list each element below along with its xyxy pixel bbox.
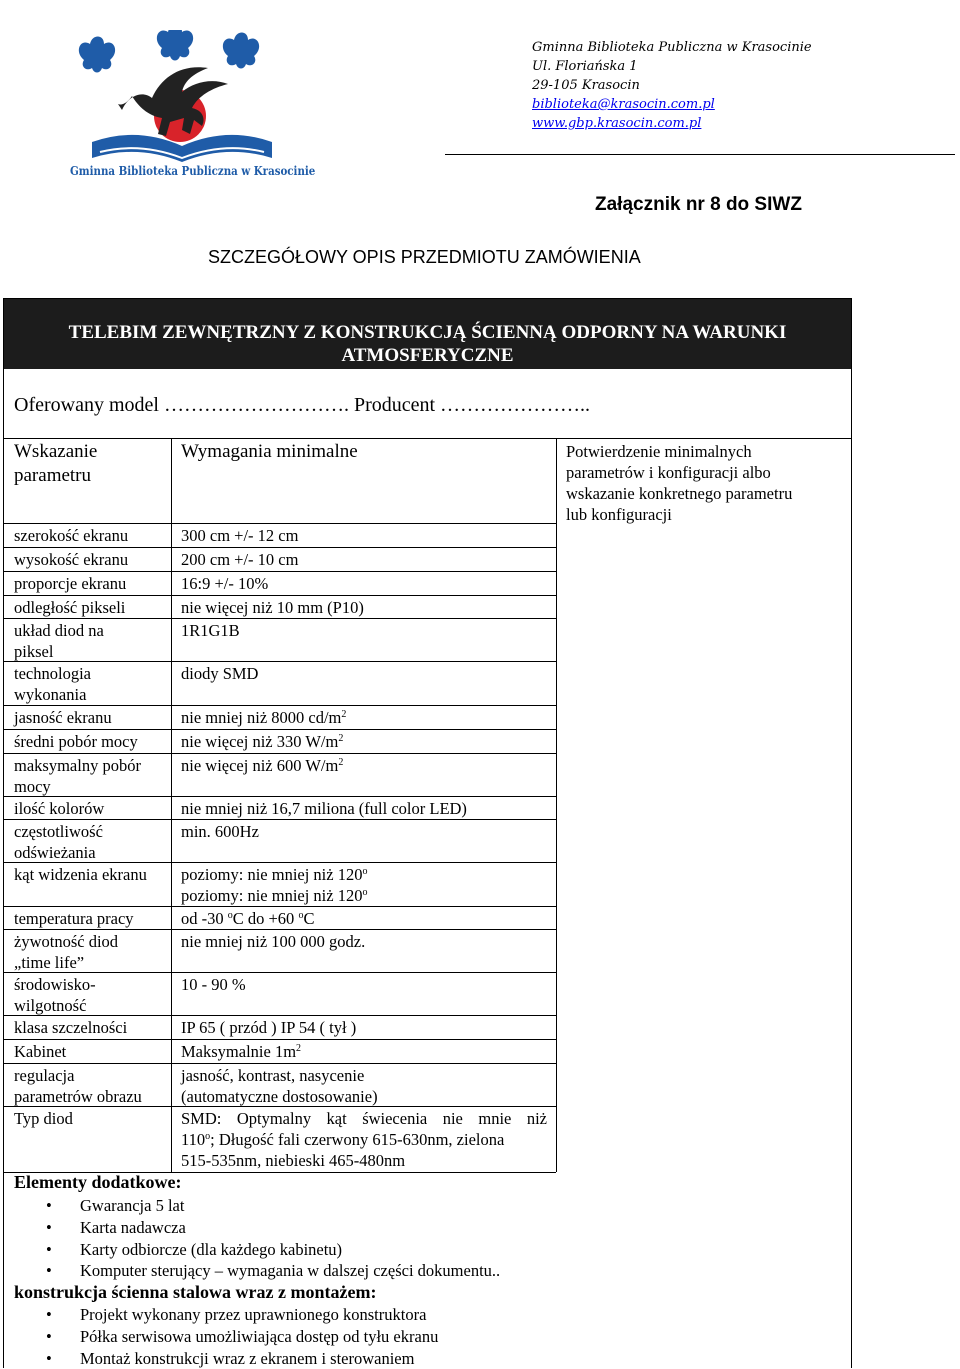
header-divider: [445, 154, 955, 155]
value-cell: 16:9 +/- 10%: [181, 574, 269, 593]
param-cell: proporcje ekranu: [14, 574, 127, 593]
value-cell: 1R1G1B: [181, 621, 240, 640]
list-item: • Karty odbiorcze (dla każdego kabinetu): [14, 1239, 500, 1261]
row-line: [4, 705, 556, 706]
list-item: • Komputer sterujący – wymagania w dalszej części dokumentu..: [14, 1260, 500, 1282]
logo-caption: Gminna Biblioteka Publiczna w Krasocinie: [70, 163, 316, 178]
param-cell: średni pobór mocy: [14, 732, 138, 751]
frame-right-border: [851, 298, 852, 1368]
frame-left-border: [3, 298, 4, 1368]
list-item: • Półka serwisowa umożliwiająca dostęp od tyłu ekranu: [14, 1326, 438, 1348]
list-item: • Montaż konstrukcji wraz z ekranem i sterowaniem: [14, 1348, 438, 1369]
library-name: Gminna Biblioteka Publiczna w Krasocinie: [532, 40, 812, 55]
table-col-divider-1: [171, 438, 172, 1172]
value-cell: nie więcej niż 10 mm (P10): [181, 598, 364, 617]
value-cell: IP 65 ( przód ) IP 54 ( tył ): [181, 1018, 357, 1037]
extras-title: Elementy dodatkowe:: [14, 1172, 182, 1192]
value-cell: diody SMD: [181, 664, 259, 683]
param-cell: częstotliwość odświeżania: [14, 822, 103, 862]
offered-model-line: Oferowany model ………………………. Producent …………………..: [14, 394, 591, 416]
row-line: [4, 1063, 556, 1064]
header-param: Wskazanie parametru: [14, 441, 98, 486]
library-city: 29-105 Krasocin: [532, 78, 640, 93]
param-cell: jasność ekranu: [14, 708, 112, 727]
value-cell: nie mniej niż 8000 $cd/m^2$: [181, 708, 347, 727]
param-cell: maksymalny pobór mocy: [14, 756, 141, 796]
param-cell: technologia wykonania: [14, 664, 91, 704]
param-cell: regulacja parametrów obrazu: [14, 1066, 142, 1106]
row-line: [4, 1039, 556, 1040]
param-cell: ilość kolorów: [14, 799, 105, 818]
row-line: [4, 547, 556, 548]
extras-list: [14, 1195, 500, 1282]
value-cell: 10 - 90 %: [181, 975, 246, 994]
param-cell: żywotność diod „time life”: [14, 932, 119, 972]
construction-title: konstrukcja ścienna stalowa wraz z montażem:: [14, 1282, 377, 1302]
list-item: • Projekt wykonany przez uprawnionego konstruktora: [14, 1304, 438, 1326]
value-cell: 200 cm +/- 10 cm: [181, 550, 299, 569]
email-link[interactable]: biblioteka@krasocin.com.pl: [532, 97, 715, 112]
param-cell: odległość pikseli: [14, 598, 126, 617]
param-cell: szerokość ekranu: [14, 526, 129, 545]
annex-label: Załącznik nr 8 do SIWZ: [595, 194, 802, 215]
value-cell: jasność, kontrast, nasycenie (automatyczne dostosowanie): [181, 1066, 378, 1106]
param-cell: kąt widzenia ekranu: [14, 865, 147, 884]
param-cell: wysokość ekranu: [14, 550, 129, 569]
table-top-line: [4, 438, 851, 439]
document-title: SZCZEGÓŁOWY OPIS PRZEDMIOTU ZAMÓWIENIA: [208, 247, 641, 267]
value-cell: poziomy: nie mniej niż 120$^o$ poziomy: nie mniej niż 120$^o$: [181, 865, 368, 905]
product-title-line1: TELEBIM ZEWNĘTRZNY Z KONSTRUKCJĄ ŚCIENNĄ ODPORNY NA WARUNKI: [68, 322, 787, 343]
row-line: [4, 729, 556, 730]
library-street: Ul. Floriańska 1: [532, 59, 638, 74]
table-col-divider-2: [556, 438, 557, 1172]
product-title-line2: ATMOSFERYCZNE: [341, 345, 514, 366]
value-cell: min. 600Hz: [181, 822, 259, 841]
value-cell: 300 cm +/- 12 cm: [181, 526, 299, 545]
library-logo: [62, 30, 316, 190]
value-cell: nie mniej niż 16,7 miliona (full color LED): [181, 799, 467, 818]
value-cell: od -30 $^o$C do +60 $^o$C: [181, 909, 315, 928]
param-cell: temperatura pracy: [14, 909, 134, 928]
row-line: [4, 618, 556, 619]
website-link[interactable]: www.gbp.krasocin.com.pl: [532, 116, 702, 131]
row-line: [4, 523, 556, 524]
header-requirements: Wymagania minimalne: [181, 441, 358, 462]
param-cell: Typ diod: [14, 1109, 73, 1128]
library-address: [532, 38, 812, 133]
construction-list: [14, 1304, 438, 1369]
row-line: [4, 595, 556, 596]
param-cell: układ diod na piksel: [14, 621, 104, 661]
param-cell: środowisko- wilgotność: [14, 975, 96, 1015]
row-line: [4, 929, 556, 930]
value-cell: nie więcej niż 330 $W/m^2$: [181, 732, 344, 751]
list-item: • Gwarancja 5 lat: [14, 1195, 500, 1217]
value-cell: Maksymalnie $1m^2$: [181, 1042, 302, 1061]
row-line: [4, 906, 556, 907]
param-cell: klasa szczelności: [14, 1018, 128, 1037]
list-item: • Karta nadawcza: [14, 1217, 500, 1239]
value-cell: nie więcej niż 600 $W/m^2$: [181, 756, 344, 775]
row-line: [4, 753, 556, 754]
param-cell: Kabinet: [14, 1042, 67, 1061]
product-title-band: [4, 299, 851, 369]
header-confirmation: Potwierdzenie minimalnych parametrów i konfiguracji albo wskazanie konkretnego parametru lub konfiguracji: [566, 442, 793, 524]
value-cell: SMD: Optymalny kąt świecenia nie mnie niż 110$^o$; Długość fali czerwony 615-630nm, zielona 515-535nm, niebieski 465-480nm: [181, 1109, 547, 1170]
value-cell: nie mniej niż 100 000 godz.: [181, 932, 366, 951]
row-line: [4, 819, 556, 820]
row-line: [4, 571, 556, 572]
